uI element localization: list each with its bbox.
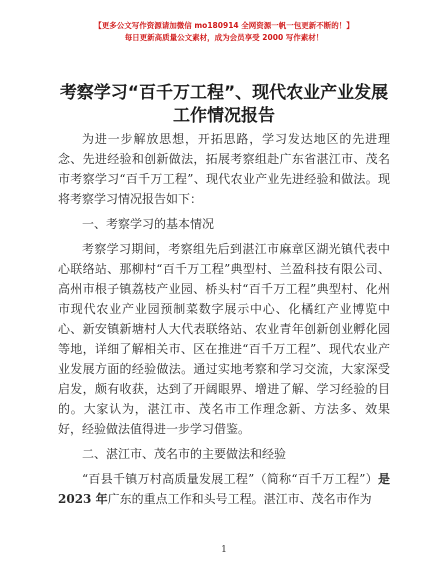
section-2-paragraph	[58, 469, 390, 509]
section-1-heading: 一、考察学习的基本情况	[82, 217, 215, 231]
promo-banner	[0, 20, 448, 44]
promo-banner-line-1: 【更多公文写作资源请加微信 mo180914 全网资源一帆一包更新不断的！】	[94, 21, 354, 30]
document-title-line-2: 工作情况报告	[173, 106, 275, 126]
document-title	[0, 82, 448, 128]
intro-paragraph: 为进一步解放思想，开拓思路，学习发达地区的先进理念、先进经验和创新做法，拓展考察组赴广东省湛江市、茂名市考察学习“百千万工程”、现代农业产业先进经验和做法。现将考察学习情况报告如下：	[58, 132, 390, 206]
section-2-text-start: “百县千镇万村高质量发展工程”（简称“百千万工程”）	[82, 472, 378, 486]
section-2-text-end: 广东的重点工作和头号工程。湛江市、茂名市作为	[107, 492, 372, 506]
document-title-line-1: 考察学习“百千万工程”、现代农业产业发展	[59, 83, 389, 103]
promo-banner-line-2: 每日更新高质量公文素材，成为会员享受 2000 写作素材！	[124, 33, 324, 42]
section-2-bold-year: 是 2023 年	[58, 472, 390, 506]
section-2-heading: 二、湛江市、茂名市的主要做法和经验	[82, 447, 287, 461]
document-body	[58, 129, 390, 509]
section-1-paragraph: 考察学习期间，考察组先后到湛江市麻章区湖光镇代表中心联络站、那柳村“百千万工程”典型村、兰盈科技有限公司、高州市根子镇荔枝产业园、桥头村“百千万工程”典型村、化州市现代农业产业园预制菜数字展示中心、化橘红产业博览中心、新安镇新塘村人大代表联络站、农业青年创新创业孵化园等地，详细了解相关市、区在推进“百千万工程”、现代农业产业发展方面的经验做法。通过实地考察和学习交流，大家深受启发，颇有收获，达到了开阔眼界、增进了解、学习经验的目的。大家认为，湛江市、茂名市工作理念新、方法多、效果好，经验做法值得进一步学习借鉴。	[58, 242, 390, 436]
page-number: 1	[221, 545, 227, 555]
